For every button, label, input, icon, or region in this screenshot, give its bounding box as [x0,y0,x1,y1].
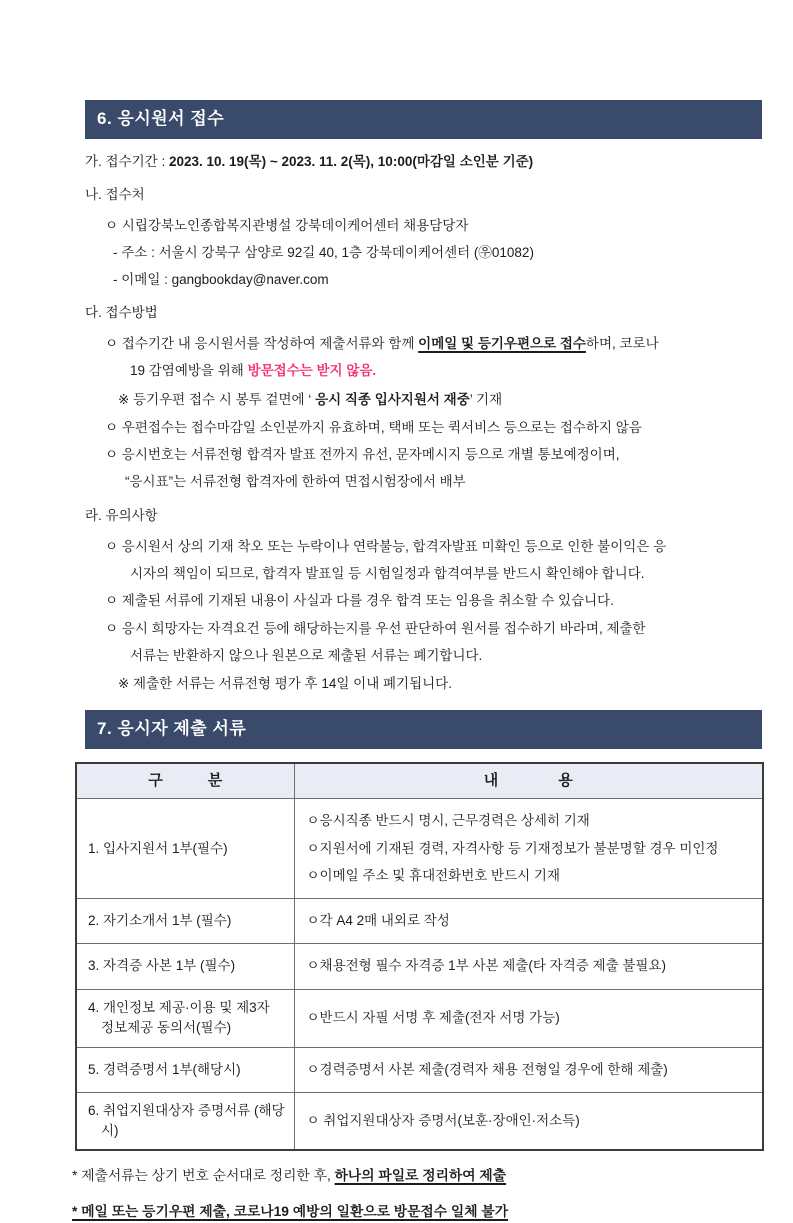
content-cell [294,1047,763,1092]
content-cell [294,799,763,899]
table-header-row [76,763,763,799]
footer-note-1-pre: * 제출서류는 상기 번호 순서대로 정리한 후, [72,1168,335,1184]
method-bullet-1-emphasis: 이메일 및 등기우편으로 접수 [418,336,586,351]
content-item: ㅇ 취업지원대상자 증명서(보훈·장애인·저소득) [306,1112,580,1128]
caution-bullet-1-line-1: ㅇ 응시원서 상의 기재 착오 또는 누락이나 연락불능, 합격자발표 미확인 등으로 인한 불이익은 응 [105,538,667,554]
submission-documents-table [75,762,764,1152]
method-bullet-1-line-2 [85,361,762,381]
no-visit-submission-emphasis: * 메일 또는 등기우편 제출, 코로나19 예방의 일환으로 방문접수 일체 불가 [72,1203,509,1219]
content-cell [294,899,763,944]
table-row [76,1047,763,1092]
content-item: ㅇ경력증명서 사본 제출(경력자 채용 전형일 경우에 한해 제출) [306,1061,668,1077]
section-6-header-bar [85,100,762,139]
footer-notes [72,1166,762,1222]
section-7-header-bar [85,710,762,749]
category-cell: 3. 자격증 사본 1부 (필수) [76,944,294,989]
content-item: ㅇ반드시 자필 서명 후 제출(전자 서명 가능) [306,1009,560,1025]
category-cell: 2. 자기소개서 1부 (필수) [76,899,294,944]
category-cell: 1. 입사지원서 1부(필수) [76,799,294,899]
method-bullet-1-line-1 [85,334,762,354]
reception-period-label: 가. 접수기간 : [85,153,169,169]
section-7-title: 7. 응시자 제출 서류 [97,719,247,739]
reception-period-line [85,152,762,172]
table-header-category: 구 분 [76,763,294,799]
content-cell [294,989,763,1047]
category-cell: 6. 취업지원대상자 증명서류 (해당시) [76,1092,294,1150]
table-row [76,899,763,944]
method-bullet-3-line-1: ㅇ 응시번호는 서류전형 합격자 발표 전까지 유선, 문자메시지 등으로 개별 통보예정이며, [105,447,620,462]
registered-mail-note-pre: ※ 등기우편 접수 시 봉투 겉면에 ‘ [118,391,312,407]
registered-mail-note [85,390,762,410]
caution-bullet-1-line-2: 시자의 책임이 되므로, 합격자 발표일 등 시험일정과 합격여부를 반드시 확인해야 합니다. [130,566,645,581]
exam-ticket-line: “응시표”는 서류전형 합격자에 한하여 면접시험장에서 배부 [125,474,466,490]
content-cell [294,944,763,989]
content-cell [294,1092,763,1150]
method-bullet-1-line2-pre: 19 감염예방을 위해 [130,363,248,379]
registered-mail-note-post: ’ 기재 [469,391,503,407]
table-row [76,989,763,1047]
content-item: ㅇ이메일 주소 및 휴대전화번호 반드시 기재 [306,867,560,883]
footer-note-2 [72,1202,762,1223]
office-email-line: - 이메일 : gangbookday@naver.com [113,271,329,287]
envelope-label-emphasis: 응시 직종 입사지원서 재중 [311,391,470,407]
content-item: ㅇ각 A4 2매 내외로 작성 [306,913,450,928]
method-label: 다. 접수방법 [85,304,158,320]
method-bullet-2: ㅇ 우편접수는 접수마감일 소인분까지 유효하며, 택배 또는 퀵서비스 등으로는 접수하지 않음 [105,419,642,435]
content-item: ㅇ지원서에 기재된 경력, 자격사항 등 기재정보가 불분명할 경우 미인정 [306,840,719,856]
method-bullet-1-pre: ㅇ 접수기간 내 응시원서를 작성하여 제출서류와 함께 [105,336,419,351]
category-cell: 4. 개인정보 제공·이용 및 제3자 정보제공 동의서(필수) [76,989,294,1047]
footer-note-1 [72,1166,762,1187]
table-row [76,1092,763,1150]
document-disposal-note: ※ 제출한 서류는 서류전형 평가 후 14일 이내 폐기됩니다. [118,676,452,691]
office-manager-line: ㅇ 시립강북노인종합복지관병설 강북데이케어센터 채용담당자 [105,218,469,233]
method-bullet-1-post: 하며, 코로나 [585,336,659,351]
reception-period-value: 2023. 10. 19(목) ~ 2023. 11. 2(목), 10:00(마감일 소인분 기준) [168,153,534,169]
table-header-content: 내 용 [294,763,763,799]
no-visit-warning: 방문접수는 받지 않음. [247,363,377,379]
category-cell: 5. 경력증명서 1부(해당시) [76,1047,294,1092]
single-file-emphasis: 하나의 파일로 정리하여 제출 [334,1168,507,1184]
table-row [76,799,763,899]
caution-bullet-3-line-1: ㅇ 응시 희망자는 자격요건 등에 해당하는지를 우선 판단하여 원서를 접수하기 바라며, 제출한 [105,620,646,636]
office-address-line: - 주소 : 서울시 강북구 삼양로 92길 40, 1층 강북데이케어센터 (㉾01082) [113,245,534,261]
caution-bullet-3-line-2: 서류는 반환하지 않으나 원본으로 제출된 서류는 폐기합니다. [130,647,483,663]
table-row [76,944,763,989]
caution-label: 라. 유의사항 [85,507,158,523]
content-item: ㅇ채용전형 필수 자격증 1부 사본 제출(타 자격증 제출 불필요) [306,958,666,974]
caution-bullet-2: ㅇ 제출된 서류에 기재된 내용이 사실과 다를 경우 합격 또는 임용을 취소할 수 있습니다. [105,593,614,609]
content-item: ㅇ응시직종 반드시 명시, 근무경력은 상세히 기재 [306,813,590,829]
section-6-title: 6. 응시원서 접수 [97,109,225,128]
reception-office-label: 나. 접수처 [85,186,145,202]
